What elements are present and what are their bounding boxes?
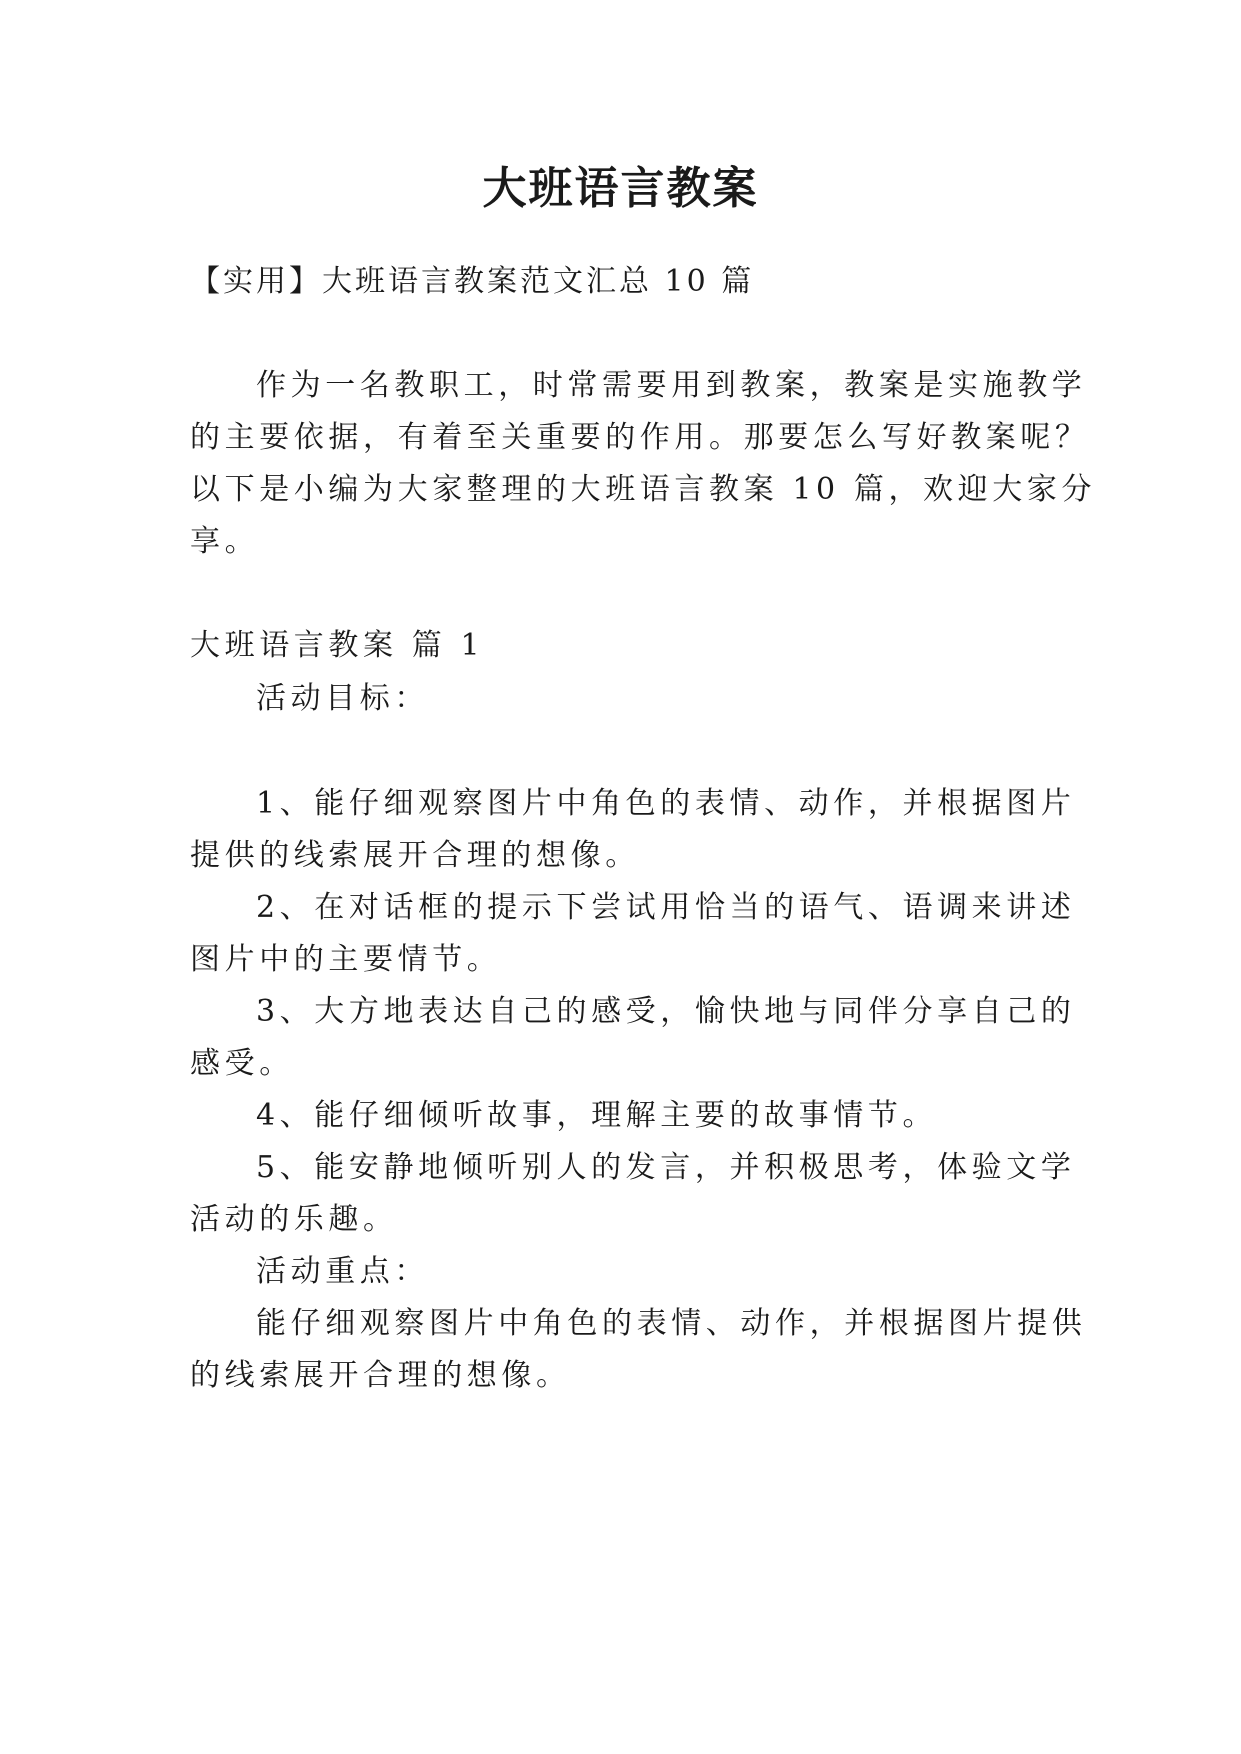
goal-line-8: 5、能安静地倾听别人的发言，并积极思考，体验文学 xyxy=(256,1150,1076,1185)
goal-line-2: 提供的线索展开合理的想像。 xyxy=(190,838,640,873)
goal-line-6: 感受。 xyxy=(190,1046,294,1081)
section-heading: 大班语言教案 篇 1 xyxy=(190,628,485,663)
goals-label: 活动目标： xyxy=(256,681,429,716)
intro-line-3: 以下是小编为大家整理的大班语言教案 10 篇，欢迎大家分 xyxy=(190,472,1097,507)
intro-line-4: 享。 xyxy=(190,524,260,559)
goal-line-9: 活动的乐趣。 xyxy=(190,1202,398,1237)
intro-line-2: 的主要依据，有着至关重要的作用。那要怎么写好教案呢？ xyxy=(190,420,1090,455)
intro-line-1: 作为一名教职工，时常需要用到教案，教案是实施教学 xyxy=(256,368,1087,403)
goal-line-1: 1、能仔细观察图片中角色的表情、动作，并根据图片 xyxy=(256,786,1076,821)
goal-line-7: 4、能仔细倾听故事，理解主要的故事情节。 xyxy=(256,1098,938,1133)
focus-label: 活动重点： xyxy=(256,1254,429,1289)
goal-line-4: 图片中的主要情节。 xyxy=(190,942,502,977)
document-subtitle: 【实用】大班语言教案范文汇总 10 篇 xyxy=(190,264,755,299)
focus-line-1: 能仔细观察图片中角色的表情、动作，并根据图片提供 xyxy=(256,1306,1087,1341)
goal-line-3: 2、在对话框的提示下尝试用恰当的语气、语调来讲述 xyxy=(256,890,1076,925)
goal-line-5: 3、大方地表达自己的感受，愉快地与同伴分享自己的 xyxy=(256,994,1076,1029)
document-title: 大班语言教案 xyxy=(482,163,759,214)
focus-line-2: 的线索展开合理的想像。 xyxy=(190,1358,571,1393)
